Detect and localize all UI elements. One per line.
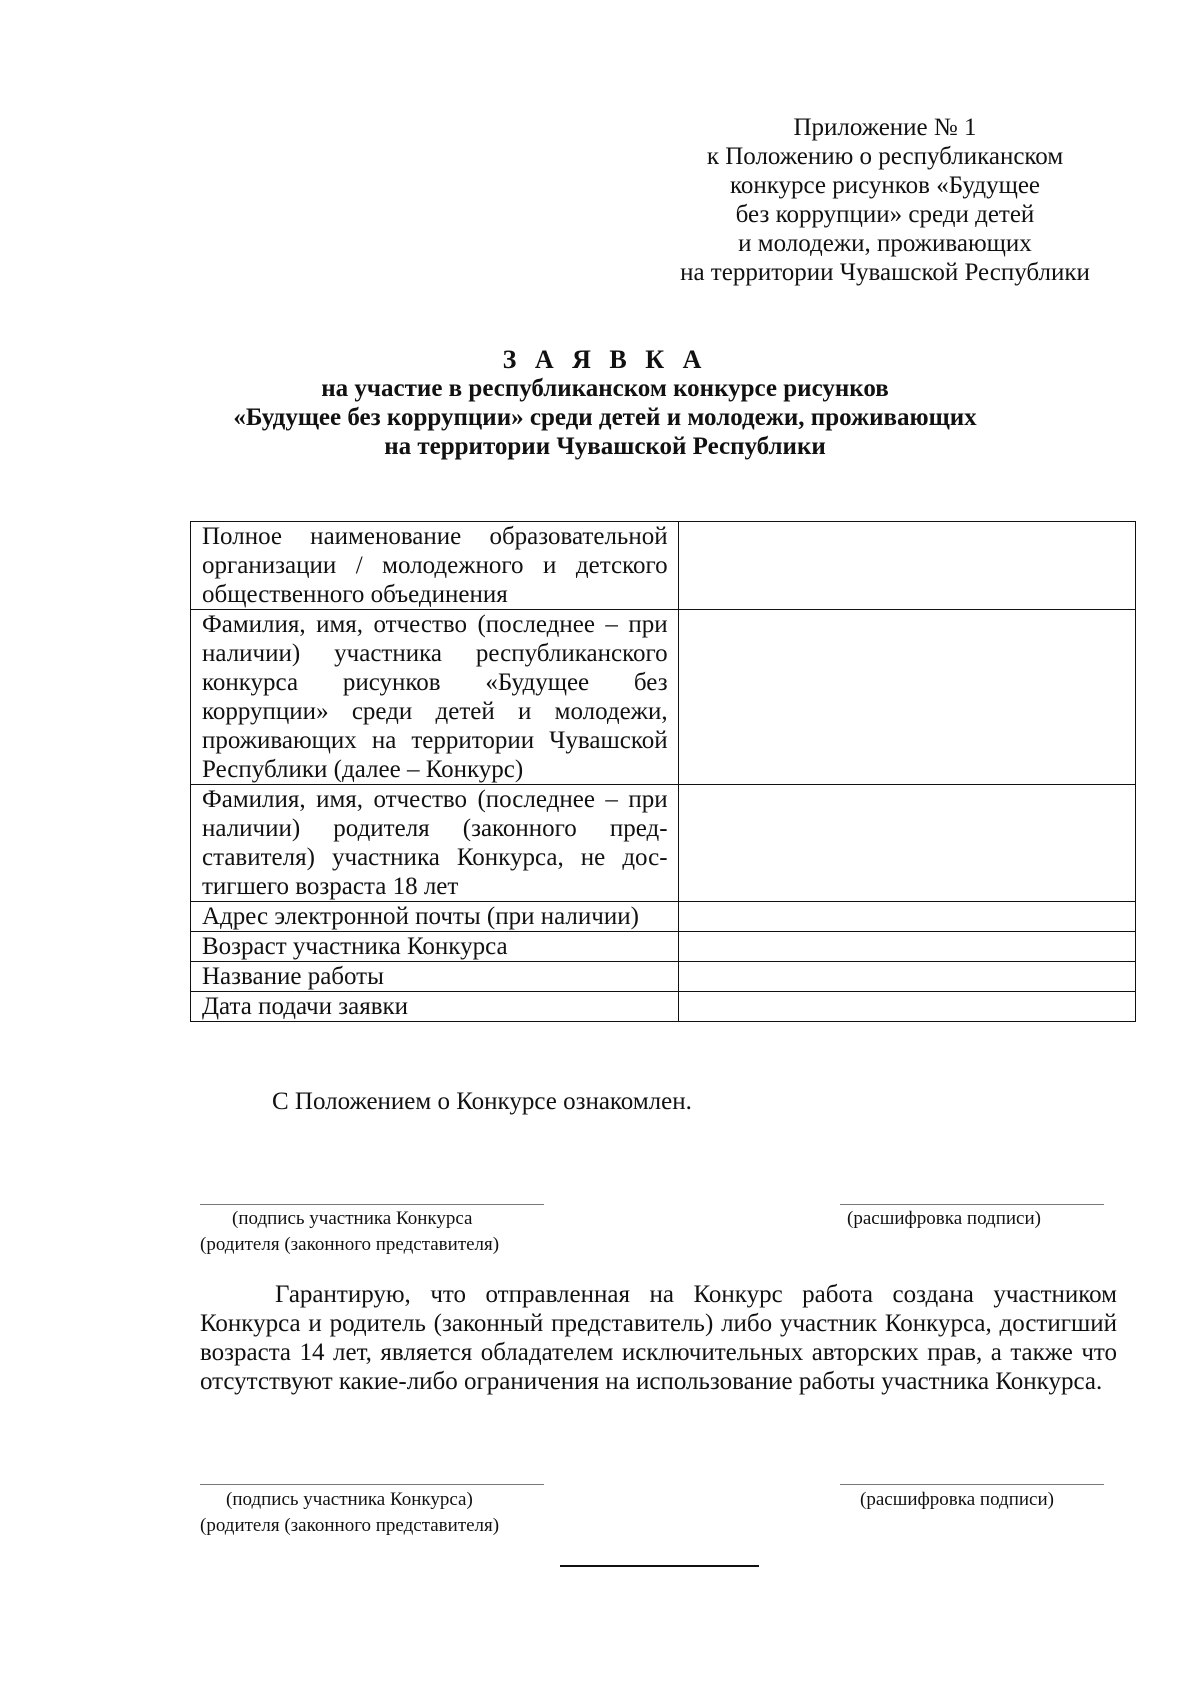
field-work-title[interactable] bbox=[678, 962, 1135, 992]
application-form-table bbox=[190, 521, 1136, 1022]
row-label-age: Возраст участника Конкурса bbox=[191, 932, 679, 962]
row-label-organization: Полное наименование образовательной организации / молодежного и детского общественного объединения bbox=[191, 522, 679, 610]
table-row bbox=[191, 610, 1136, 785]
signature-line-participant[interactable] bbox=[200, 1204, 544, 1205]
table-row bbox=[191, 932, 1136, 962]
row-label-parent-name: Фамилия, имя, отчество (последнее – при наличии) родителя (законного представителя) участника Конкурса, не достигшего возраста 18 лет bbox=[191, 785, 679, 902]
document-end-line bbox=[560, 1565, 759, 1567]
field-age[interactable] bbox=[678, 932, 1135, 962]
title-line: на территории Чувашской Республики bbox=[384, 433, 826, 460]
field-organization[interactable] bbox=[678, 522, 1135, 610]
field-parent-name[interactable] bbox=[678, 785, 1135, 902]
row-label-participant-name: Фамилия, имя, отчество (последнее – при наличии) участника республиканского конкурса рисунков «Будущее без коррупции» среди детей и молодежи, проживающих на территории Чувашской Республики (далее – Конкурс) bbox=[191, 610, 679, 785]
signature-caption-parent: (родителя (законного представителя) bbox=[200, 1234, 500, 1255]
guarantee-paragraph bbox=[200, 1280, 1117, 1396]
annex-line: и молодежи, проживающих bbox=[738, 230, 1032, 257]
table-row bbox=[191, 962, 1136, 992]
guarantee-text: Гарантирую, что отправленная на Конкурс работа создана участником Конкурса и родитель (законный представитель) либо участник Конкурса, достигший возраста 14 лет, является обладателем исключительных авторских прав, а также что отсутствуют какие-либо ограничения на использование работы участника Конкурса. bbox=[200, 1281, 1117, 1395]
title-heading: З А Я В К А bbox=[502, 345, 708, 374]
annex-header bbox=[660, 113, 1110, 287]
row-label-work-title: Название работы bbox=[191, 962, 679, 992]
row-label-email: Адрес электронной почты (при наличии) bbox=[191, 902, 679, 932]
annex-line: конкурсе рисунков «Будущее bbox=[729, 172, 1041, 199]
title-line: «Будущее без коррупции» среди детей и молодежи, проживающих bbox=[233, 404, 977, 431]
annex-line: к Положению о республиканском bbox=[706, 143, 1064, 170]
signature-caption: (подпись участника Конкурса bbox=[232, 1208, 473, 1229]
signature-caption-parent: (родителя (законного представителя) bbox=[200, 1515, 500, 1536]
field-participant-name[interactable] bbox=[678, 610, 1135, 785]
acknowledgement-text: С Положением о Конкурсе ознакомлен. bbox=[272, 1088, 692, 1115]
document-title bbox=[150, 345, 1060, 461]
signature-line-participant-2[interactable] bbox=[200, 1484, 544, 1485]
signature-line-decryption[interactable] bbox=[840, 1204, 1104, 1205]
field-email[interactable] bbox=[678, 902, 1135, 932]
field-submission-date[interactable] bbox=[678, 992, 1135, 1022]
annex-line: без коррупции» среди детей bbox=[735, 201, 1035, 228]
decryption-caption: (расшифровка подписи) bbox=[860, 1489, 1054, 1510]
title-line: на участие в республиканском конкурсе рисунков bbox=[321, 375, 889, 402]
row-label-submission-date: Дата подачи заявки bbox=[191, 992, 679, 1022]
annex-line: на территории Чувашской Республики bbox=[680, 259, 1090, 286]
decryption-caption: (расшифровка подписи) bbox=[847, 1208, 1041, 1229]
signature-caption: (подпись участника Конкурса) bbox=[226, 1489, 473, 1510]
table-row bbox=[191, 902, 1136, 932]
table-row bbox=[191, 992, 1136, 1022]
table-row bbox=[191, 522, 1136, 610]
table-row bbox=[191, 785, 1136, 902]
signature-line-decryption-2[interactable] bbox=[840, 1484, 1104, 1485]
annex-line: Приложение № 1 bbox=[793, 114, 977, 141]
